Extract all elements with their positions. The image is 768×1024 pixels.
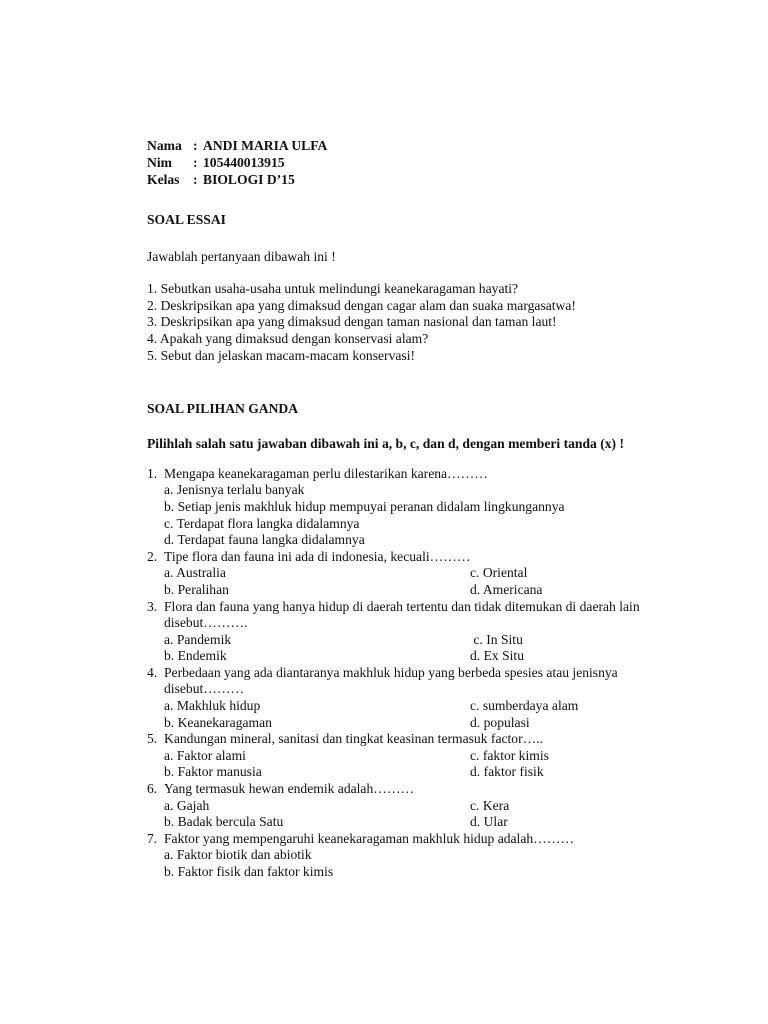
essay-instruction: Jawablah pertanyaan dibawah ini ! [147,248,336,264]
answer-option: d. faktor fisik [470,764,544,780]
answer-option: d. Americana [470,581,543,597]
answer-option: b. Badak bercula Satu [164,814,284,830]
mc-question [147,665,659,698]
answer-option: b. Setiap jenis makhluk hidup mempuyai peranan didalam lingkungannya [164,498,565,514]
answer-option: c. Terdapat flora langka didalamnya [164,515,360,531]
question-text: Mengapa keanekaragaman perlu dilestarikan karena……… [164,465,488,481]
answer-option-row [147,814,659,831]
answer-option-row [147,764,659,781]
answer-option: a. Pandemik [164,631,232,647]
mc-instruction: Pilihlah salah satu jawaban dibawah ini a, b, c, dan d, dengan memberi tanda (x) ! [147,435,625,451]
essay-question: 1. Sebutkan usaha-usaha untuk melindungi keanekaragaman hayati? [147,281,519,297]
essay-question-list [147,281,659,364]
question-number: 3. [147,598,158,614]
mc-question [147,831,659,848]
mc-question [147,731,659,748]
mc-question [147,781,659,798]
question-text: Tipe flora dan fauna ini ada di indonesia, kecuali……… [164,548,471,564]
answer-option: b. Endemik [164,648,227,664]
answer-option-row [147,698,659,715]
answer-option: c. faktor kimis [470,747,549,763]
answer-option: a. Faktor biotik dan abiotik [164,847,312,863]
answer-option: b. Faktor manusia [164,764,262,780]
essay-question: 4. Apakah yang dimaksud dengan konservasi alam? [147,330,429,346]
question-text: Faktor yang mempengaruhi keanekaragaman makhluk hidup adalah……… [164,830,574,846]
answer-option: b. Keanekaragaman [164,714,272,730]
answer-option: d. Ular [470,814,508,830]
answer-option-row [147,632,659,649]
class-label: Kelas [147,172,180,187]
student-class-row [147,172,659,189]
answer-option: c. Oriental [470,565,528,581]
question-text: Perbedaan yang ada diantaranya makhluk hidup yang berbeda spesies atau jenisnya disebut……… [164,664,618,697]
question-text: Kandungan mineral, sanitasi dan tingkat keasinan termasuk factor….. [164,731,543,747]
answer-option-row [147,648,659,665]
answer-option: a. Faktor alami [164,747,246,763]
essay-heading: SOAL ESSAI [147,212,226,227]
question-number: 2. [147,548,158,564]
mc-question [147,599,659,632]
answer-option: c. Kera [470,797,510,813]
question-number: 6. [147,781,158,797]
student-name-row [147,138,659,155]
answer-option-row [147,715,659,732]
name-separator: : [193,138,198,153]
answer-option: a. Gajah [164,797,210,813]
question-number: 7. [147,830,158,846]
student-nim-row [147,155,659,172]
nim-value: 105440013915 [203,155,285,170]
answer-option-row [147,565,659,582]
answer-option: b. Faktor fisik dan faktor kimis [164,864,334,879]
question-text: Yang termasuk hewan endemik adalah……… [164,781,415,797]
class-value: BIOLOGI D’15 [203,172,295,187]
mc-heading: SOAL PILIHAN GANDA [147,401,299,417]
nim-separator: : [193,155,198,170]
answer-option-row [147,748,659,765]
question-number: 4. [147,664,158,680]
name-value: ANDI MARIA ULFA [203,138,328,153]
nim-label: Nim [147,155,172,170]
answer-option-row [147,798,659,815]
answer-option: d. populasi [470,714,530,730]
essay-question: 5. Sebut dan jelaskan macam-macam konservasi! [147,347,416,363]
essay-question: 3. Deskripsikan apa yang dimaksud dengan taman nasional dan taman laut! [147,314,557,330]
class-separator: : [193,172,198,187]
answer-option: a. Australia [164,565,226,581]
answer-option-row [147,582,659,599]
question-text: Flora dan fauna yang hanya hidup di daerah tertentu dan tidak ditemukan di daerah lain disebut………. [164,598,640,631]
answer-option: d. Ex Situ [470,648,525,664]
mc-question [147,466,659,483]
question-number: 5. [147,731,158,747]
answer-option: a. Makhluk hidup [164,698,261,714]
answer-option: c. In Situ [470,631,523,647]
document-page [147,138,659,881]
answer-option: b. Peralihan [164,581,229,597]
answer-option: a. Jenisnya terlalu banyak [164,482,305,498]
mc-question [147,549,659,566]
question-number: 1. [147,465,158,481]
name-label: Nama [147,138,182,153]
answer-option: d. Terdapat fauna langka didalamnya [164,532,365,548]
answer-option: c. sumberdaya alam [470,698,579,714]
essay-question: 2. Deskripsikan apa yang dimaksud dengan cagar alam dan suaka margasatwa! [147,297,576,313]
